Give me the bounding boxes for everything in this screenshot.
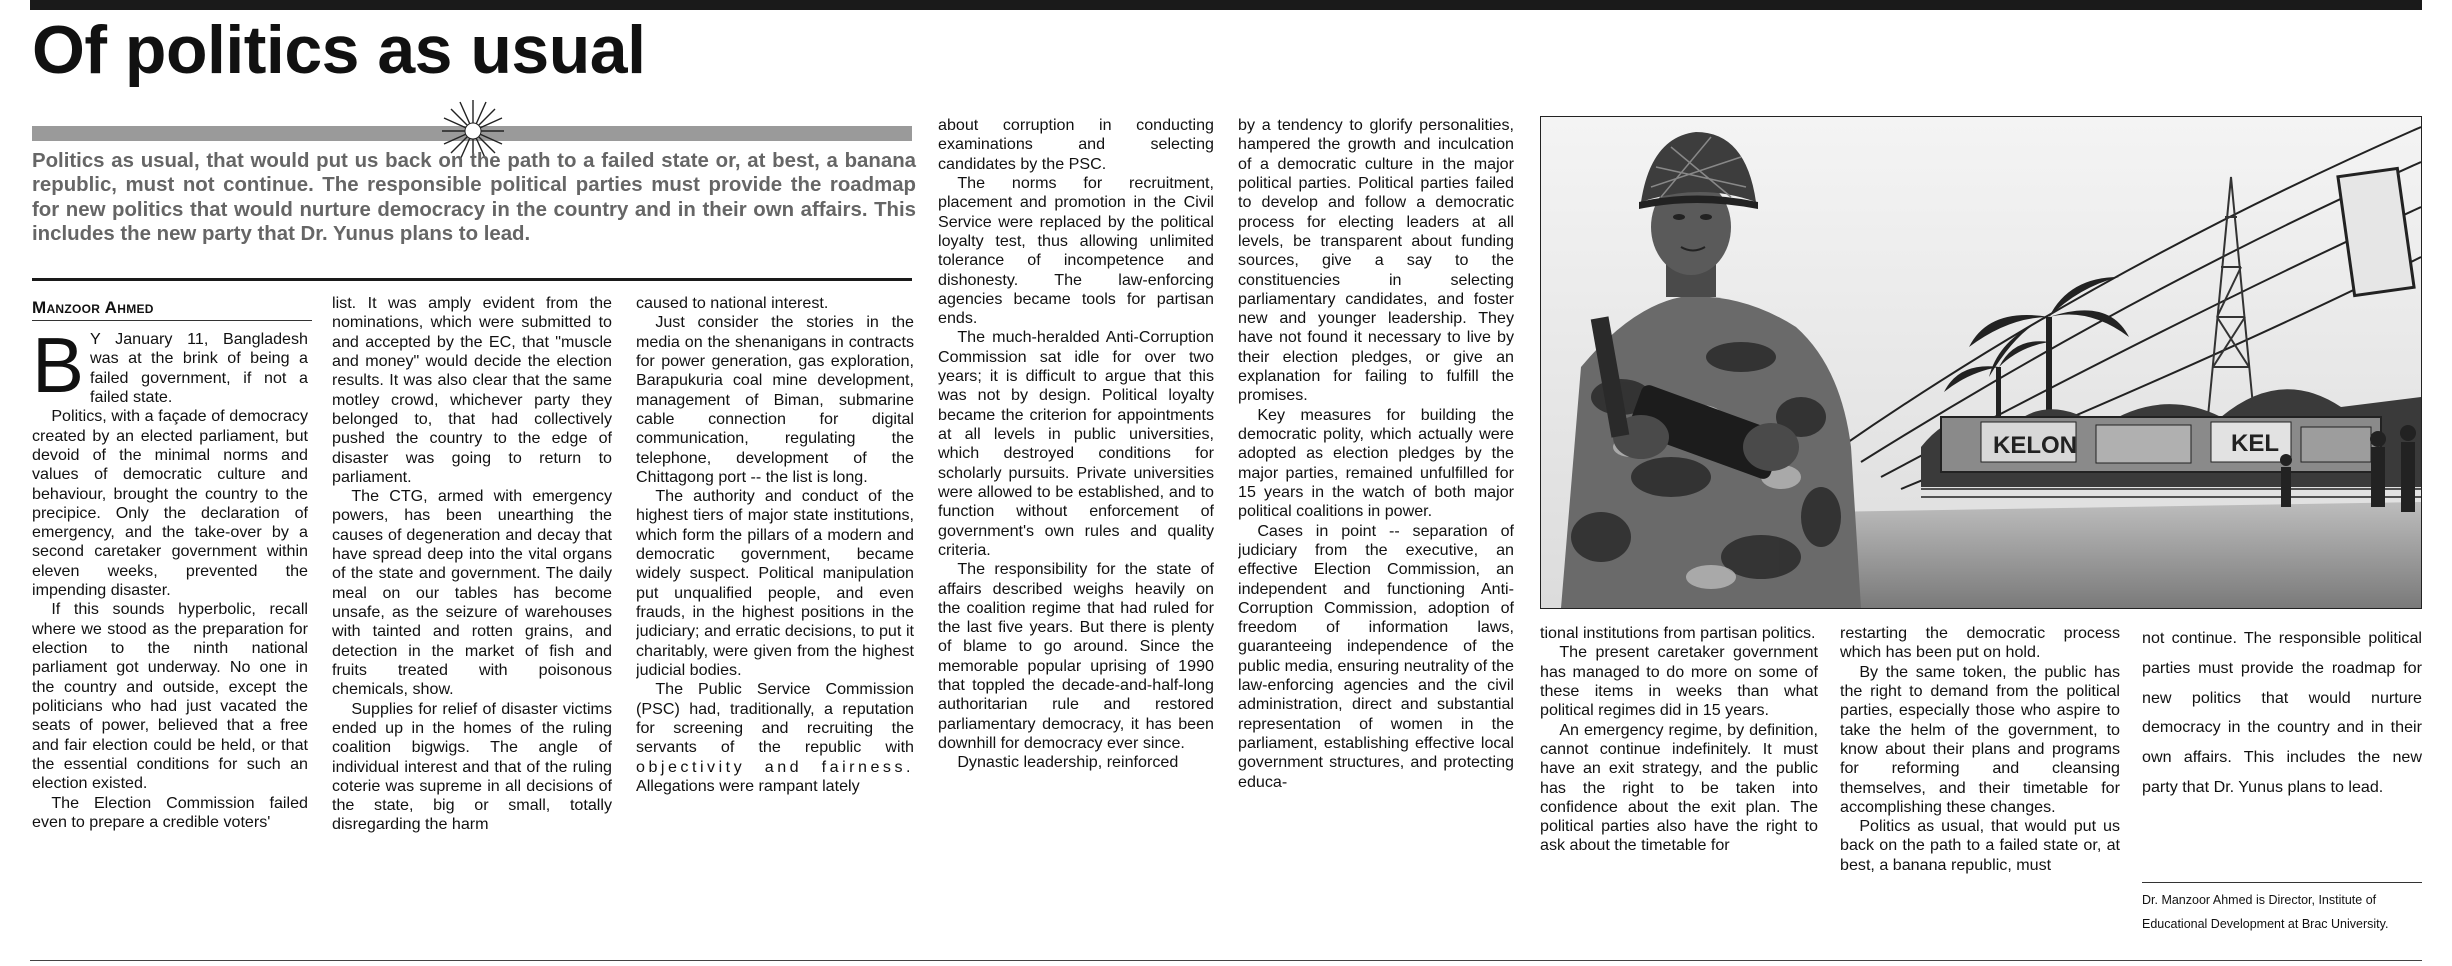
article-column-7 [1840, 624, 2120, 950]
paragraph: Cases in point -- separation of judiciary from the executive, an effective Election Commission, an independent and functioning Anti-Corruption Commission, adoption of freedom of information laws, guaranteeing independence of the public media, ensuring neutrality of the law-enforcing agencies and the civil administration, direct and substantial representation of women in the parliament, establishing effective local government structures, and protecting educa- [1238, 521, 1514, 791]
byline: Manzoor Ahmed [32, 298, 154, 317]
article-column-1 [32, 330, 308, 950]
paragraph: caused to national interest. [636, 294, 829, 312]
bio-rule [2142, 882, 2422, 883]
top-rule [30, 0, 2422, 10]
byline-rule [32, 320, 312, 321]
news-photo [1540, 116, 2422, 609]
paragraph: list. It was amply evident from the nominations, which were submitted to and accepted by the EC, that "muscle and money" would decide the election results. It was also clear that the same motley crowd, whichever party they belonged to, that had collectively pushed the country to the edge of disaster was going to return to parliament. [332, 294, 612, 486]
paragraph: restarting the democratic process which has been put on hold. [1840, 624, 2120, 662]
article-column-3 [636, 294, 914, 950]
author-bio: Dr. Manzoor Ahmed is Director, Institute of Educational Development at Brac University. [2142, 893, 2389, 932]
paragraph: The Election Commission failed even to prepare a credible voters' [32, 793, 308, 831]
article-column-6 [1540, 624, 1818, 950]
article-column-4 [938, 116, 1214, 950]
paragraph: An emergency regime, by definition, cannot continue indefinitely. It must have an exit strategy, and the public has the right to be taken into confidence about the exit plan. The political parties also have the right to ask about the timetable for [1540, 720, 1818, 855]
paragraph: The authority and conduct of the highest tiers of major state institutions, which form the pillars of a modern and democratic government, became widely suspect. Political manipulation put unqualified people, and even frauds, in the highest positions in the judiciary; and erratic decisions, to put it charitably, were given from the highest judicial bodies. [636, 487, 914, 679]
photo-soldier-street-scene [1541, 117, 2421, 608]
paragraph: The norms for recruitment, placement and promotion in the Civil Service were replaced by the political loyalty test, thus allowing unlimited tolerance of incompetence and dishonesty. The law-enforcing agencies became tools for partisan ends. [938, 173, 1214, 328]
paragraph: Politics as usual, that would put us back on the path to a failed state or, at best, a banana republic, must [1840, 817, 2120, 874]
paragraph: Supplies for relief of disaster victims ended up in the homes of the ruling coalition bigwigs. The angle of individual interest and that of the ruling coterie was supreme in all decisions of the state, big or small, totally disregarding the harm [332, 699, 612, 834]
paragraph: The Public Service Commission (PSC) had, traditionally, a reputation for screening and recruiting the servants of the republic with objectivity and fairness. Allegations were rampant lately [636, 680, 914, 795]
article-deck: Politics as usual, that would put us back on the path to a failed state or, at best, a banana republic, must not continue. The responsible political parties must provide the roadmap for new politics that would nurture democracy in the country and in their own affairs. This includes the new party that Dr. Yunus plans to lead. [32, 150, 916, 246]
article-column-2 [332, 294, 612, 950]
paragraph: The much-heralded Anti-Corruption Commission sat idle for over two years; it is difficult to argue that this was not by design. Political loyalty became the criterion for appointments at all levels in public universities, which destroyed conditions for scholarly pursuits. Private universities were allowed to be established, and to function without enforcement of government's own rules and quality criteria. [938, 328, 1214, 559]
article-column-5 [1238, 116, 1514, 950]
paragraph: The CTG, armed with emergency powers, has been unearthing the causes of degeneration and decay that have spread deep into the vital organs of the state and government. The daily meal on our tables has become unsafe, as the seizure of warehouses with tainted and rotten grains, and detection in the market of fish and fruits treated with poisonous chemicals, show. [332, 487, 612, 699]
paragraph: If this sounds hyperbolic, recall where we stood as the preparation for election to the ninth national parliament got underway. No one in the country and outside, except the politicians who had just vacated the seats of power, believed that a free and fair election could be held, or that the essential conditions for such an election existed. [32, 600, 308, 793]
paragraph: B Y January 11, Bangladesh was at the brink of being a failed government, if not a failed state. [32, 330, 308, 409]
billboard-text-kel: KEL [2231, 430, 2279, 457]
paragraph: By the same token, the public has the right to demand from the political parties, especially those who aspire to take the helm of the government, to know about their plans and programs for reforming and cleansing themselves, and their timetable for accomplishing these changes. [1840, 662, 2120, 816]
paragraph: about corruption in conducting examinations and selecting candidates by the PSC. [938, 116, 1214, 173]
article-headline: Of politics as usual [32, 12, 646, 88]
bottom-rule [30, 960, 2422, 961]
paragraph: Politics, with a façade of democracy created by an elected parliament, but devoid of the minimal norms and values of democratic culture and behaviour, brought the country to the precipice. Only the declaration of emergency, and the take-over by a second caretaker government within eleven weeks, prevented the impending disaster. [32, 407, 308, 600]
paragraph: Key measures for building the democratic polity, which actually were adopted as election pledges by the major parties, remained unfulfilled for 15 years in the watch of both major political coalitions in power. [1238, 405, 1514, 521]
paragraph: The present caretaker government has managed to do more on some of these items in weeks than what political regimes did in 15 years. [1540, 643, 1818, 720]
paragraph: The responsibility for the state of affairs described weighs heavily on the coalition regime that had ruled for the last five years. But there is plenty of blame to go around. Since the memorable popular uprising of 1990 that toppled the decade-and-half-long authoritarian rule and restored parliamentary democracy, it has been downhill for democracy ever since. [938, 560, 1214, 752]
deck-rule [32, 278, 912, 281]
paragraph: not continue. The responsible political parties must provide the roadmap for new politics that would nurture democracy in the country and in their own affairs. This includes the new party that Dr. Yunus plans to lead. [2142, 629, 2422, 796]
paragraph: Just consider the stories in the media on the shenanigans in contracts for power generation, gas exploration, Barapukuria coal mine development, management of Biman, submarine cable connection for digital communication, regulating the telephone, development of the Chittagong port -- the list is long. [636, 313, 914, 486]
paragraph: Dynastic leadership, reinforced [957, 753, 1179, 772]
drop-cap: B [32, 330, 85, 409]
article-column-8 [2142, 624, 2422, 882]
paragraph: tional institutions from partisan politics. [1540, 624, 1816, 642]
paragraph: by a tendency to glorify personalities, hampered the growth and inculcation of a democratic culture in the major political parties. Political parties failed to develop and follow a democratic process for electing leaders at all levels, be transparent about funding sources, give a say to the constituencies in selecting parliamentary candidates, and foster new and younger leadership. They have not found it necessary to live by their election pledges, or give an explanation for failing to fulfill the promises. [1238, 116, 1514, 405]
billboard-text-kelon: KELON [1993, 432, 2077, 459]
